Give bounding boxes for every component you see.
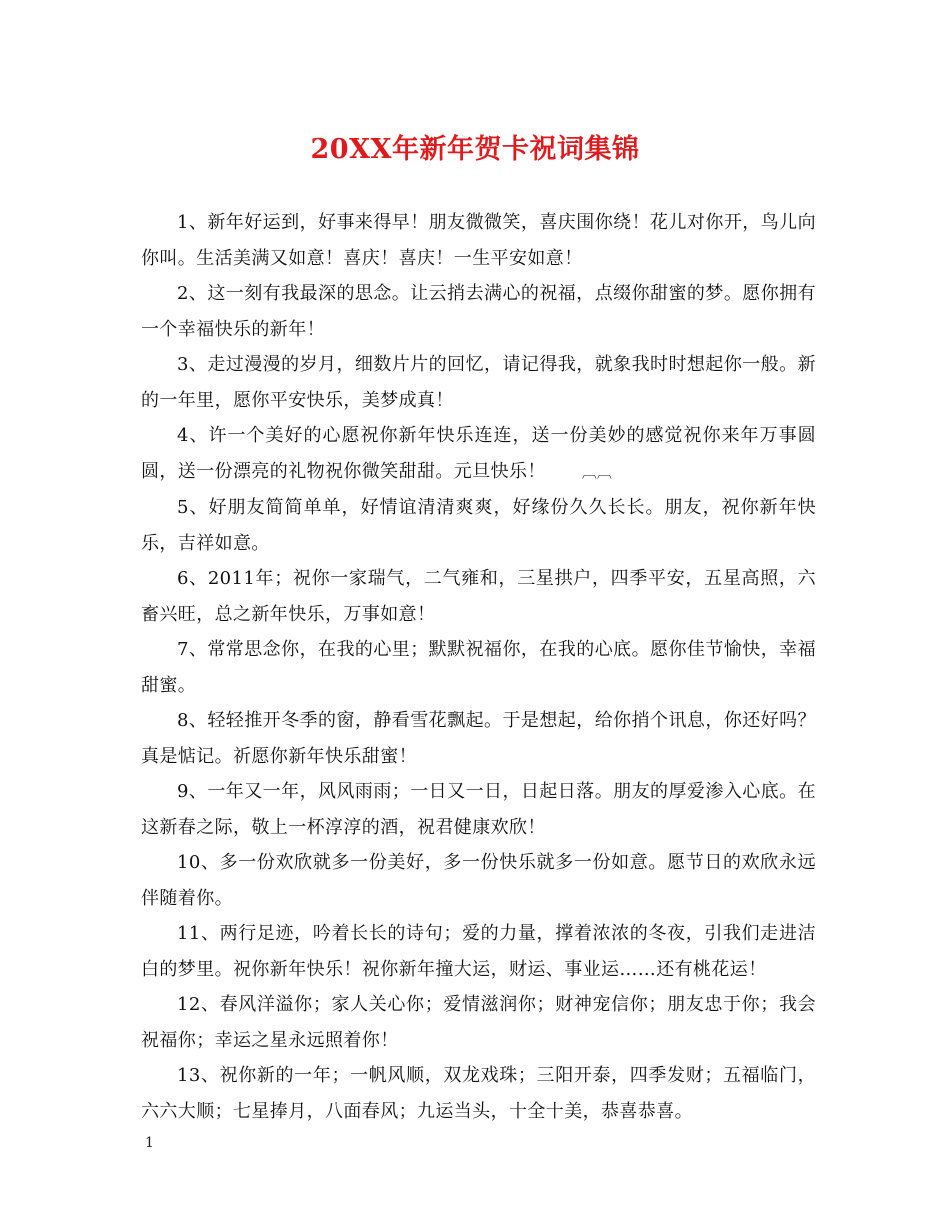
paragraph-11: 11、两行足迹，吟着长长的诗句；爱的力量，撑着浓浓的冬夜，引我们走进洁白的梦里。祝你新年快乐！祝你新年撞大运，财运、事业运……还有桃花运！ xyxy=(141,923,816,980)
paragraph-13: 13、祝你新的一年；一帆风顺，双龙戏珠；三阳开泰，四季发财；五福临门，六六大顺；七星捧月，八面春风；九运当头，十全十美，恭喜恭喜。 xyxy=(141,1065,816,1122)
paragraph-3: 3、走过漫漫的岁月，细数片片的回忆，请记得我，就象我时时想起你一般。新的一年里，愿你平安快乐，美梦成真！ xyxy=(141,354,816,411)
paragraph-8: 8、轻轻推开冬季的窗，静看雪花飘起。于是想起，给你捎个讯息，你还好吗？真是惦记。祈愿你新年快乐甜蜜！ xyxy=(141,710,816,767)
paragraph-9: 9、一年又一年，风风雨雨；一日又一日，日起日落。朋友的厚爱渗入心底。在这新春之际，敬上一杯淳淳的酒，祝君健康欢欣！ xyxy=(141,781,816,838)
document-title: 20XX年新年贺卡祝词集锦 xyxy=(310,134,640,165)
paragraph-7: 7、常常思念你，在我的心里；默默祝福你，在我的心底。愿你佳节愉快，幸福甜蜜。 xyxy=(141,639,816,696)
paragraph-4 xyxy=(141,418,816,490)
document-body xyxy=(141,205,816,1129)
paragraph-2: 2、这一刻有我最深的思念。让云捎去满心的祝福，点缀你甜蜜的梦。愿你拥有一个幸福快乐的新年！ xyxy=(141,283,816,340)
paragraph-10: 10、多一份欢欣就多一份美好，多一份快乐就多一份如意。愿节日的欢欣永远伴随着你。 xyxy=(141,852,816,909)
paragraph-1: 1、新年好运到，好事来得早！朋友微微笑，喜庆围你绕！花儿对你开，鸟儿向你叫。生活美满又如意！喜庆！喜庆！一生平安如意！ xyxy=(141,212,816,269)
page-number: 1 xyxy=(145,1135,154,1151)
paragraph-4-text: 4、许一个美好的心愿祝你新年快乐连连，送一份美妙的感觉祝你来年万事圆圆，送一份漂亮的礼物祝你微笑甜甜。元旦快乐！ xyxy=(141,425,816,482)
paragraph-12: 12、春风洋溢你；家人关心你；爱情滋润你；财神宠信你；朋友忠于你；我会祝福你；幸运之星永远照着你！ xyxy=(141,994,816,1051)
emoticon: ︹︹ xyxy=(581,462,612,481)
paragraph-5: 5、好朋友简简单单，好情谊清清爽爽，好缘份久久长长。朋友，祝你新年快乐，吉祥如意。 xyxy=(141,497,816,554)
paragraph-6: 6、2011年；祝你一家瑞气，二气雍和，三星拱户，四季平安，五星高照，六畜兴旺，总之新年快乐，万事如意！ xyxy=(141,568,816,625)
